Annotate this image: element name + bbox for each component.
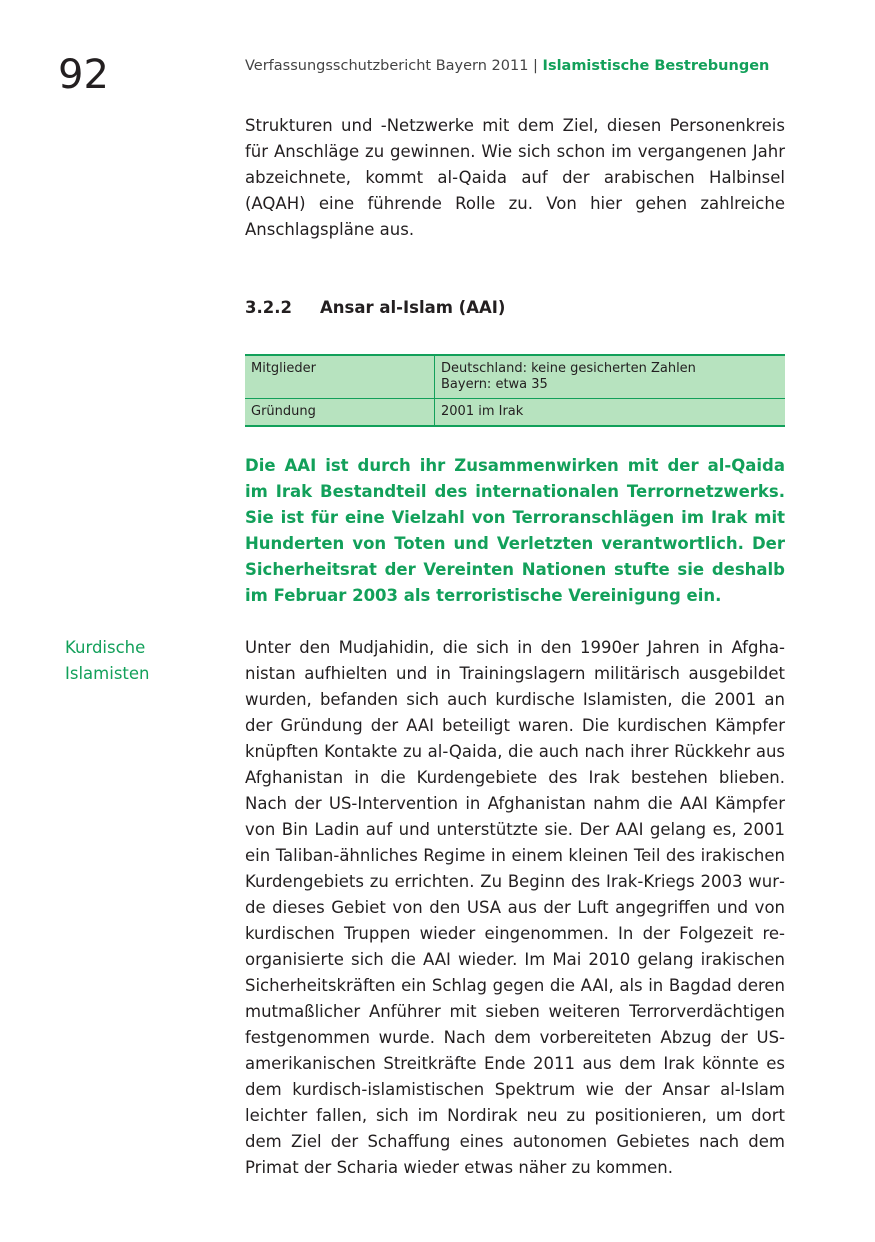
facts-value-members xyxy=(435,355,786,399)
table-row xyxy=(245,355,785,399)
founding-value: 2001 im Irak xyxy=(441,404,524,419)
page-number: 92 xyxy=(58,52,109,98)
members-bavaria: Bayern: etwa 35 xyxy=(441,377,548,392)
margin-note-line1: Kurdische xyxy=(65,638,146,657)
facts-value-founding xyxy=(435,399,786,427)
lead-paragraph: Die AAI ist durch ihr Zusammenwirken mit der al-Qaida im Irak Bestandteil des internationalen Terrornetzwerks. Sie ist für eine Vielzahl von Terroranschlägen im Irak mit Hunderten von Toten und Verletzten verantwortlich. Der Sicherheitsrat der Vereinten Nationen stufte sie deshalb im Februar 2003 als terroristische Vereinigung ein. xyxy=(245,456,785,605)
facts-label-members: Mitglieder xyxy=(245,355,435,399)
table-row xyxy=(245,399,785,427)
running-header xyxy=(245,56,769,76)
section-heading xyxy=(245,296,505,320)
margin-note xyxy=(65,635,215,687)
margin-note-line2: Islamisten xyxy=(65,664,150,683)
header-separator: | xyxy=(533,58,538,74)
members-germany: Deutschland: keine gesicherten Zahlen xyxy=(441,361,696,376)
intro-paragraph: Strukturen und -Netzwerke mit dem Ziel, diesen Personenkreis für Anschläge zu gewinnen. Wie sich schon im vergangenen Jahr abzeichnete, kommt al-Qaida auf der arabischen Halbinsel (AQAH) eine führende Rolle zu. Von hier gehen zahlreiche Anschlagspläne aus. xyxy=(245,116,785,239)
facts-table xyxy=(245,354,785,427)
main-paragraph: Unter den Mudjahidin, die sich in den 1990er Jahren in Afghanistan aufhielten und in Trainingslagern militärisch ausgebildet wurden, befanden sich auch kurdische Islamisten, die 2001 an der Gründung der AAI beteiligt waren. Die kurdischen Kämpfer knüpften Kontakte zu al-Qaida, die auch nach ihrer Rückkehr aus Afghanistan in die Kurdengebiete des Irak bestehen blieben. Nach der US-Intervention in Afghanistan nahm die AAI Kämpfer von Bin Ladin auf und unterstützte sie. Der AAI gelang es, 2001 ein Taliban-ähnliches Regime in einem kleinen Teil des irakischen Kurdengebiets zu errichten. Zu Beginn des Irak-Kriegs 2003 wurde dieses Gebiet von den USA aus der Luft angegriffen und von kurdischen Truppen wieder eingenommen. In der Folgezeit reorganisierte sich die AAI wieder. Im Mai 2010 gelang irakischen Sicherheitskräften ein Schlag gegen die AAI, als in Bagdad deren mutmaßlicher Anführer mit sieben weiteren Terrorverdächtigen festgenommen wurde. Nach dem vorbereiteten Abzug der US-amerikanischen Streitkräfte Ende 2011 aus dem Irak könnte es dem kurdisch-islamistischen Spektrum wie der Ansar al-Islam leichter fallen, sich im Nordirak neu zu positionieren, um dort dem Ziel der Schaffung eines autonomen Gebietes nach dem Primat der Scharia wieder etwas näher zu kommen. xyxy=(245,638,785,1177)
section-title: Islamistische Bestrebungen xyxy=(542,58,770,74)
facts-label-founding: Gründung xyxy=(245,399,435,427)
section-heading-title: Ansar al-Islam (AAI) xyxy=(320,298,506,317)
report-title: Verfassungsschutzbericht Bayern 2011 xyxy=(245,58,529,74)
section-number: 3.2.2 xyxy=(245,298,292,317)
